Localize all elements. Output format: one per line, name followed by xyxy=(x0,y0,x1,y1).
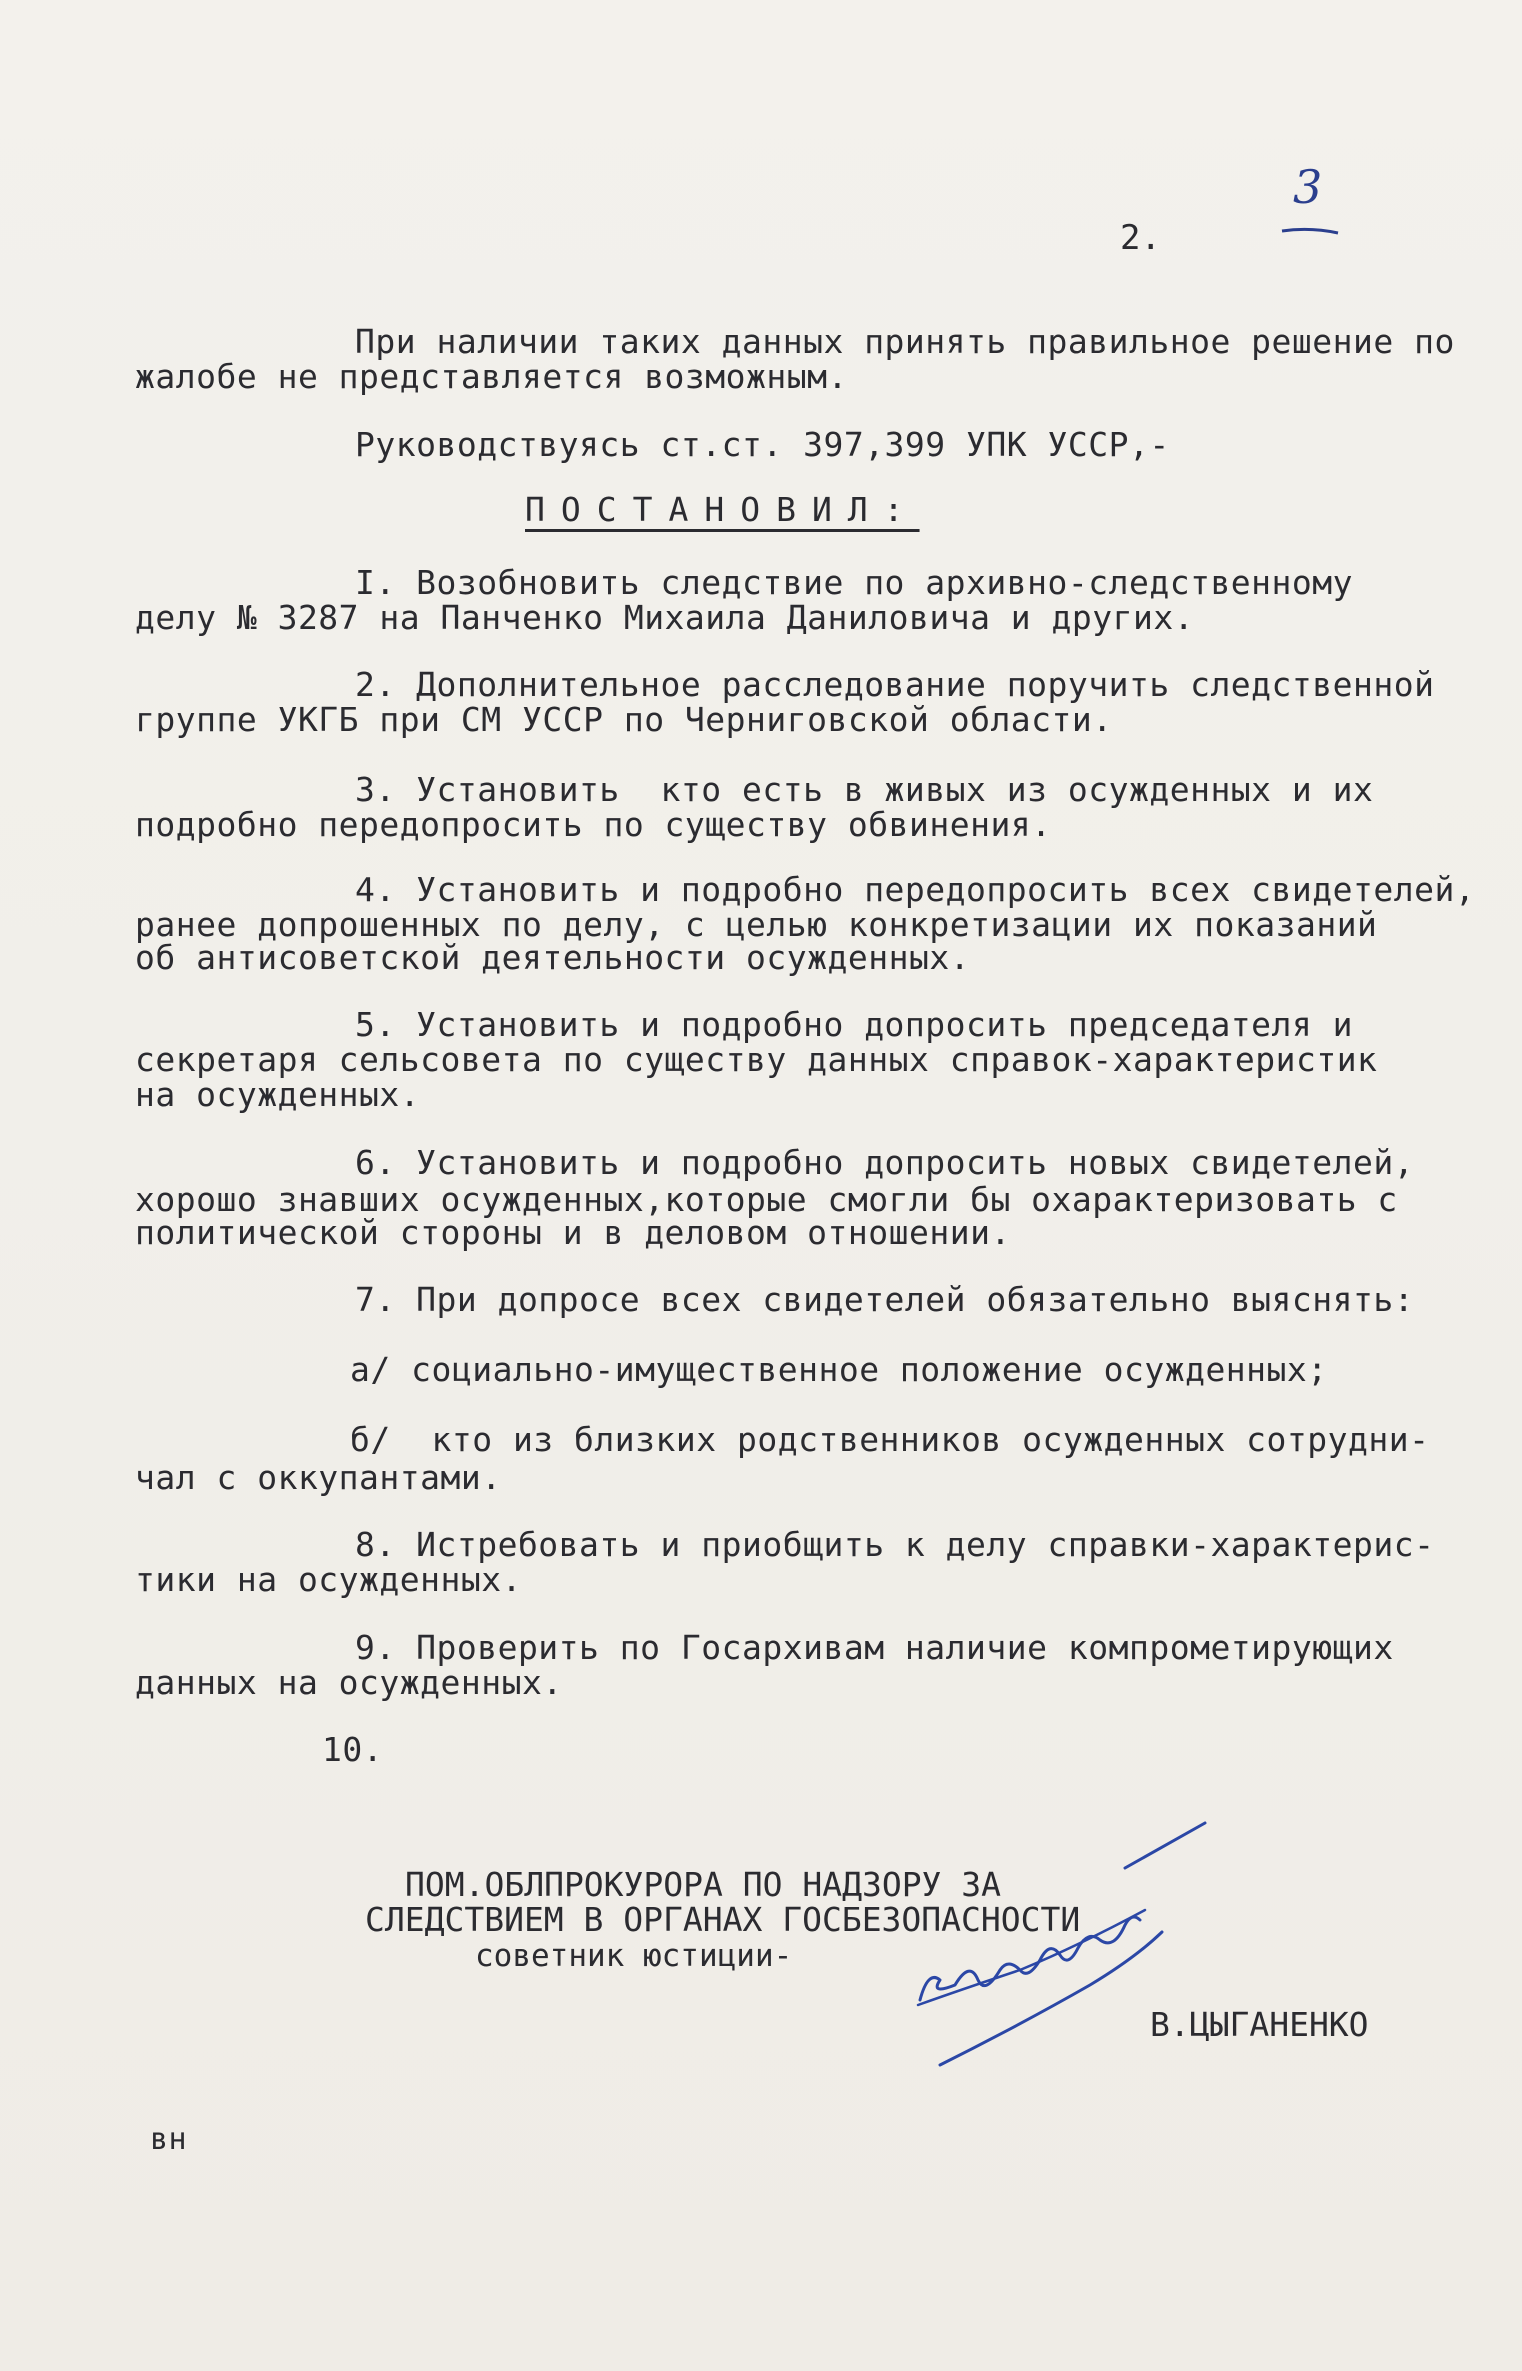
handwritten-page-number: 3 xyxy=(1293,160,1323,214)
item-4-line-2: ранее допрошенных по делу, с целью конкретизации их показаний xyxy=(135,905,1378,944)
item-1-line-1: I. Возобновить следствие по архивно-следственному xyxy=(355,563,1354,602)
item-1-line-2: делу № 3287 на Панченко Михаила Даниловича и других. xyxy=(135,598,1195,637)
typist-initials: вн xyxy=(150,2122,188,2157)
item-9-line-1: 9. Проверить по Госархивам наличие компрометирующих xyxy=(355,1628,1394,1667)
intro-line-1: При наличии таких данных принять правильное решение по xyxy=(355,322,1455,361)
signatory-rank: советник юстиции- xyxy=(475,1938,793,1974)
intro-line-2: жалобе не представляется возможным. xyxy=(135,357,848,396)
signatory-name: В.ЦЫГАНЕНКО xyxy=(1150,2005,1369,2044)
item-7b-line-2: чал с оккупантами. xyxy=(135,1458,502,1497)
item-6-line-2: хорошо знавших осужденных,которые смогли бы охарактеризовать с xyxy=(135,1180,1398,1219)
item-6-line-3: политической стороны и в деловом отношении. xyxy=(135,1213,1011,1252)
item-2-line-2: группе УКГБ при СМ УССР по Черниговской области. xyxy=(135,700,1113,739)
item-5-line-1: 5. Установить и подробно допросить председателя и xyxy=(355,1005,1354,1044)
item-4-line-3: об антисоветской деятельности осужденных. xyxy=(135,938,971,977)
item-3-line-1: 3. Установить кто есть в живых из осужденных и их xyxy=(355,770,1374,809)
handwritten-underline-mark xyxy=(1280,225,1340,239)
item-5-line-2: секретаря сельсовета по существу данных справок-характеристик xyxy=(135,1040,1378,1079)
signatory-title-line-1: ПОМ.ОБЛПРОКУРОРА ПО НАДЗОРУ ЗА xyxy=(405,1865,1002,1904)
legal-basis: Руководствуясь ст.ст. 397,399 УПК УССР,- xyxy=(355,425,1170,464)
item-7b-line-1: б/ кто из близких родственников осужденных сотрудни- xyxy=(350,1420,1430,1459)
item-8-line-2: тики на осужденных. xyxy=(135,1560,522,1599)
item-8-line-1: 8. Истребовать и приобщить к делу справки-характерис- xyxy=(355,1525,1435,1564)
handwritten-signature xyxy=(900,1820,1230,2070)
item-9-line-2: данных на осужденных. xyxy=(135,1663,563,1702)
item-6-line-1: 6. Установить и подробно допросить новых свидетелей, xyxy=(355,1143,1415,1182)
item-4-line-1: 4. Установить и подробно передопросить всех свидетелей, xyxy=(355,870,1476,909)
signatory-title-line-2: СЛЕДСТВИЕМ В ОРГАНАХ ГОСБЕЗОПАСНОСТИ xyxy=(365,1900,1081,1939)
page-number: 2. xyxy=(1120,218,1161,258)
item-5-line-3: на осужденных. xyxy=(135,1075,421,1114)
item-2-line-1: 2. Дополнительное расследование поручить следственной xyxy=(355,665,1435,704)
item-7a-line-1: а/ социально-имущественное положение осужденных; xyxy=(350,1350,1328,1389)
item-10-line-1: 10. xyxy=(322,1730,384,1769)
item-3-line-2: подробно передопросить по существу обвинения. xyxy=(135,805,1052,844)
item-7-line-1: 7. При допросе всех свидетелей обязательно выяснять: xyxy=(355,1280,1415,1319)
resolution-heading: ПОСТАНОВИЛ: xyxy=(525,490,920,529)
